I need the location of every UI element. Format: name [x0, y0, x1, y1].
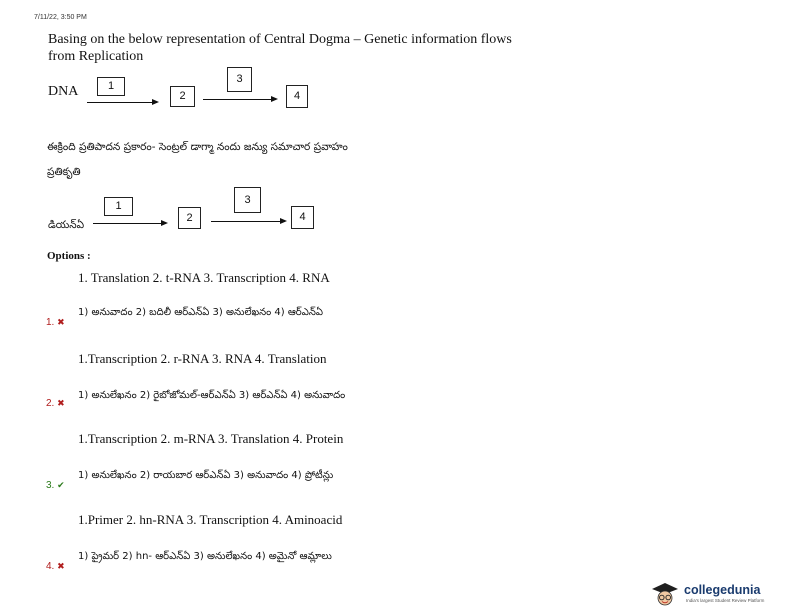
- diagram-box-3: 3: [234, 187, 261, 213]
- arrow-icon: [93, 223, 166, 224]
- option-telugu-text: 1) అనువాదం 2) బదిలీ ఆర్ఎన్ఏ 3) అనులేఖనం 4) ఆర్ఎన్ఏ: [78, 307, 323, 318]
- option-english-text: 1.Transcription 2. r-RNA 3. RNA 4. Translation: [78, 351, 327, 366]
- arrow-icon: [203, 99, 276, 100]
- cross-icon: ✖: [57, 398, 65, 408]
- option-telugu-text: 1) అనులేఖనం 2) రైబోజోమల్-ఆర్ఎన్ఏ 3) ఆర్ఎన్ఏ 4) అనువాదం: [78, 390, 346, 401]
- collegedunia-logo: [648, 580, 788, 608]
- question-line-2: from Replication: [48, 49, 144, 64]
- diagram-dna-label-telugu: డియన్ఏ: [48, 219, 85, 231]
- option-telugu-text: 1) ప్రైమర్ 2) hn- ఆర్ఎన్ఏ 3) అనులేఖనం 4) అమైనో ఆమ్లాలు: [78, 551, 332, 562]
- option-number: 2.: [46, 398, 55, 409]
- question-telugu-line-1: ఈక్రింది ప్రతిపాదన ప్రకారం- సెంట్రల్ డాగ్మా నందు జన్యు సమాచార ప్రవాహం: [47, 141, 348, 153]
- brand-name: collegedunia: [684, 583, 761, 597]
- diagram-box-2: 2: [178, 207, 201, 229]
- student-mascot-icon: [648, 580, 682, 608]
- diagram-box-3: 3: [227, 67, 252, 92]
- brand-tagline: India's largest Student Review Platform: [686, 598, 765, 603]
- option-number: 4.: [46, 561, 55, 572]
- option-telugu-text: 1) అనులేఖనం 2) రాయబార ఆర్ఎన్ఏ 3) అనువాదం 4) ప్రోటీన్లు: [78, 470, 334, 481]
- diagram-dna-label: DNA: [48, 84, 79, 99]
- arrow-icon: [211, 221, 285, 222]
- question-telugu-line-2: ప్రతికృతి: [47, 166, 81, 178]
- print-timestamp: 7/11/22, 3:50 PM: [34, 14, 87, 21]
- diagram-box-2: 2: [170, 86, 195, 107]
- cross-icon: ✖: [57, 561, 65, 571]
- question-line-1: Basing on the below representation of Central Dogma – Genetic information flows: [48, 32, 512, 47]
- check-icon: ✔: [57, 480, 65, 490]
- option-english-text: 1. Translation 2. t-RNA 3. Transcription 4. RNA: [78, 270, 330, 285]
- option-number: 1.: [46, 317, 55, 328]
- cross-icon: ✖: [57, 317, 65, 327]
- diagram-box-1: 1: [104, 197, 133, 216]
- diagram-box-4: 4: [291, 206, 314, 229]
- arrow-icon: [87, 102, 157, 103]
- option-english-text: 1.Transcription 2. m-RNA 3. Translation 4. Protein: [78, 431, 344, 446]
- option-english-text: 1.Primer 2. hn-RNA 3. Transcription 4. Aminoacid: [78, 512, 343, 527]
- option-number: 3.: [46, 480, 55, 491]
- options-heading: Options :: [47, 250, 91, 262]
- diagram-box-4: 4: [286, 85, 308, 108]
- diagram-box-1: 1: [97, 77, 125, 96]
